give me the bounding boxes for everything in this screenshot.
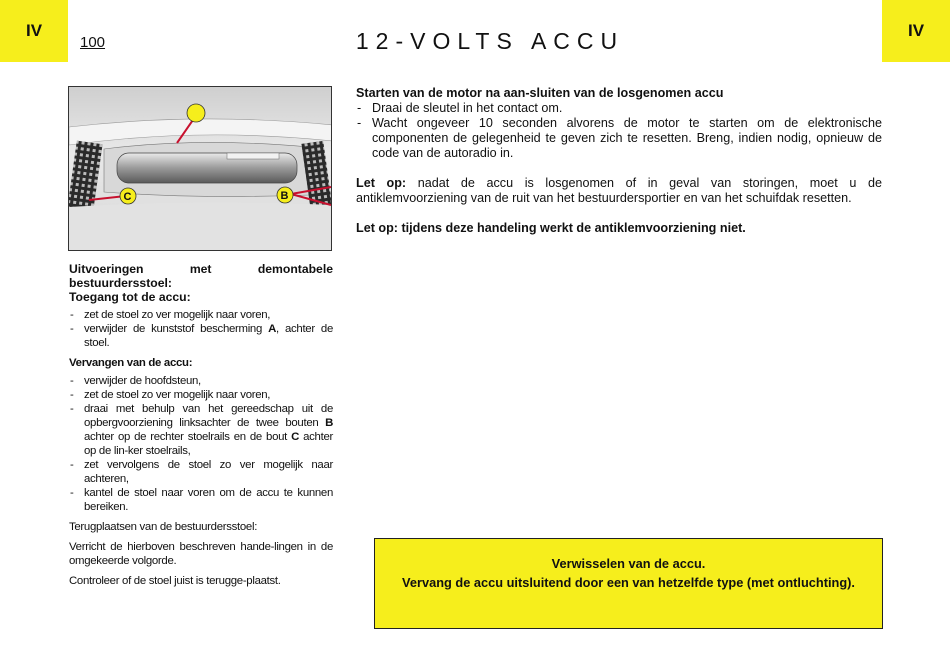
section-label: IV [907,21,925,40]
list-item: - zet vervolgens de stoel zo ver mogelijk naar achteren, [69,458,333,486]
section-tab-right [882,0,950,62]
heading-replace: Vervangen van de accu: [69,357,193,369]
list-item: - Draai de sleutel in het contact om. [356,101,882,116]
callout-c-label: C [123,191,132,203]
heading-variant-2: bestuurdersstoel: [69,276,172,290]
section-tab-left [0,0,68,62]
notice-box [374,538,883,629]
seat-rails-illustration [69,87,332,251]
callout-b-label: B [280,190,289,202]
page-title: 12-VOLTS ACCU [355,28,625,54]
note-warning: Let op: tijdens deze handeling werkt de antiklemvoorziening niet. [356,221,746,235]
list-item: - zet de stoel zo ver mogelijk naar voren, [69,308,333,322]
heading-start-engine: Starten van de motor na aan-sluiten van de losgenomen accu [356,86,724,100]
callout-a-label: A [192,109,200,120]
list-item: - verwijder de kunststof bescherming A, achter de stoel. [69,322,333,350]
replace-steps [69,374,333,514]
list-item: - kantel de stoel naar voren om de accu te kunnen bereiken. [69,486,333,514]
notice-title: Verwisselen van de accu. [551,556,706,571]
section-label: IV [25,21,43,40]
refit-text: Verricht de hierboven beschreven hande-lingen in de omgekeerde volgorde. [69,541,333,567]
list-item: - verwijder de hoofdsteun, [69,374,333,388]
right-column [356,86,882,236]
list-item: - Wacht ongeveer 10 seconden alvorens de motor te starten om de elektronische componenten de gelegenheid te geven zich te resetten. Breng, indien nodig, opnieuw de code van de autoradio in. [356,116,882,161]
refit-heading: Terugplaatsen van de bestuurdersstoel: [69,521,258,533]
floor [69,202,332,251]
seat-battery-photo [68,86,332,251]
cover-label-strip [227,153,279,159]
access-steps [69,308,333,350]
notice-text: Vervang de accu uitsluitend door een van hetzelfde type (met ontluchting). [402,575,855,590]
list-item: - zet de stoel zo ver mogelijk naar voren, [69,388,333,402]
list-item: - draai met behulp van het gereedschap uit de opbergvoorziening linksachter de twee bouten B achter op de rechter stoelrails en de bout C achter op de lin-ker stoelrails, [69,402,333,458]
heading-access: Toegang tot de accu: [69,290,191,304]
note-antipinch: Let op: nadat de accu is losgenomen of in geval van storingen, moet u de antiklemvoorziening van de ruit van het bestuurdersportier en van het schuifdak resetten. [356,176,882,205]
heading-variant: Uitvoeringen met demontabele [69,262,333,276]
start-steps [356,101,882,161]
check-text: Controleer of de stoel juist is terugge-plaatst. [69,575,281,587]
page-number: 100 [80,34,106,51]
left-column [69,262,333,588]
